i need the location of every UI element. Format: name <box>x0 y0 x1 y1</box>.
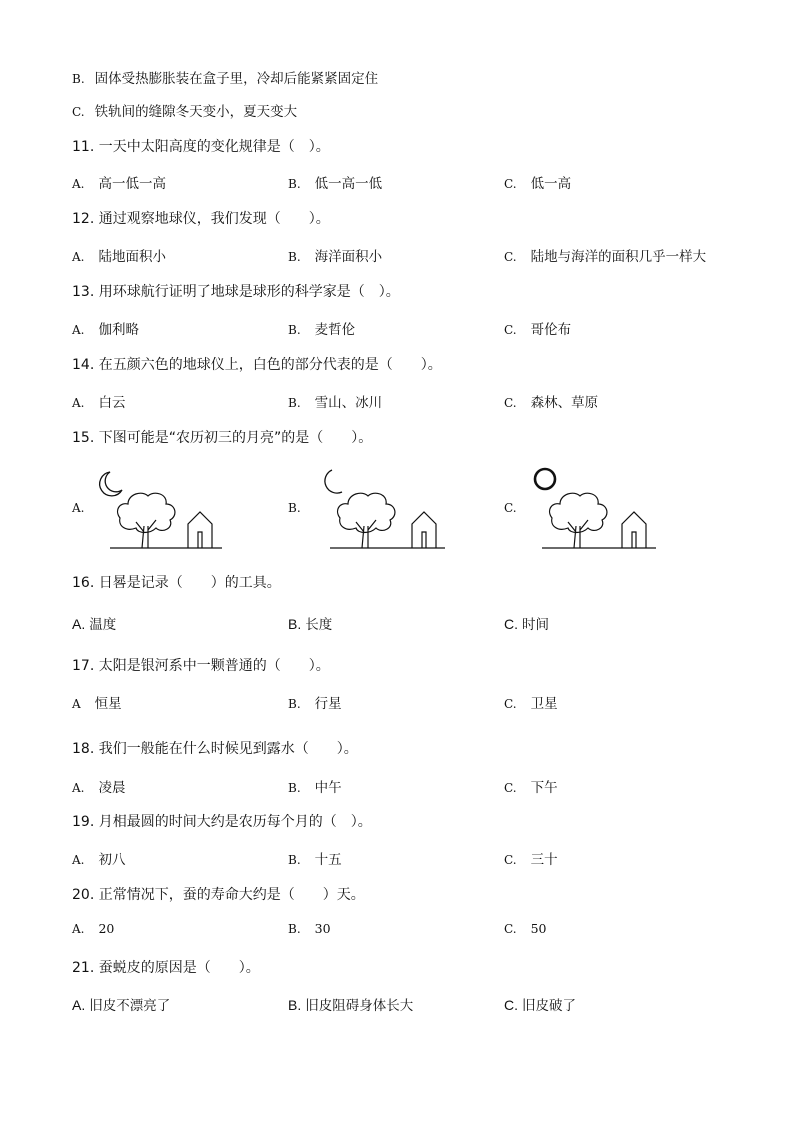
question-number: 17. <box>72 658 95 674</box>
option-c[interactable] <box>504 245 706 265</box>
question-12-options <box>72 245 752 265</box>
option-text: 初八 <box>98 852 126 868</box>
option-a[interactable] <box>72 776 125 796</box>
figure-a-scene <box>92 460 227 555</box>
option-b[interactable] <box>288 994 413 1014</box>
crescent-moon-icon <box>325 470 342 493</box>
figure-a-label[interactable]: A. <box>72 501 85 515</box>
option-text: 雪山、冰川 <box>314 395 383 411</box>
question-number: 21. <box>72 960 95 976</box>
option-b[interactable] <box>288 848 342 868</box>
option-a[interactable] <box>72 692 122 712</box>
option-c[interactable] <box>504 848 558 868</box>
question-text: 通过观察地球仪，我们发现（ ）。 <box>98 211 330 227</box>
option-c[interactable] <box>504 172 571 192</box>
question-text: 日晷是记录（ ）的工具。 <box>98 575 281 591</box>
question-15-stem <box>72 427 372 447</box>
option-text: 麦哲伦 <box>314 322 356 338</box>
option-letter: A. <box>72 997 86 1013</box>
option-letter: C. <box>504 922 517 936</box>
option-text: 海洋面积小 <box>314 249 383 265</box>
question-21-stem <box>72 957 260 977</box>
option-letter: B. <box>288 177 301 191</box>
question-11-stem <box>72 136 330 156</box>
option-b[interactable] <box>288 172 382 192</box>
question-text: 一天中太阳高度的变化规律是（ ）。 <box>98 139 330 155</box>
question-21-options <box>72 994 752 1014</box>
option-a[interactable] <box>72 172 166 192</box>
option-letter: B. <box>288 250 301 264</box>
option-letter: A. <box>72 616 86 632</box>
option-b[interactable] <box>288 391 382 411</box>
question-13-options <box>72 318 752 338</box>
option-text: 旧皮阻碍身体长大 <box>305 998 414 1014</box>
option-letter: C. <box>504 853 517 867</box>
question-number: 16. <box>72 575 95 591</box>
question-19-options <box>72 848 752 868</box>
question-text: 月相最圆的时间大约是农历每个月的（ ）。 <box>98 814 372 830</box>
option-letter: B. <box>288 922 301 936</box>
option-letter: A. <box>72 177 85 191</box>
question-text: 用环球航行证明了地球是球形的科学家是（ ）。 <box>98 284 400 300</box>
question-13-stem <box>72 281 400 301</box>
option-b[interactable] <box>288 613 332 633</box>
option-letter: C. <box>504 997 518 1013</box>
question-text: 正常情况下，蚕的寿命大约是（ ）天。 <box>98 887 365 903</box>
question-12-stem <box>72 208 330 228</box>
option-c[interactable] <box>504 776 558 796</box>
option-text: 50 <box>530 921 547 936</box>
option-letter: C. <box>504 323 517 337</box>
option-text: 三十 <box>530 852 558 868</box>
option-letter: C. <box>72 105 85 119</box>
question-18-options <box>72 776 752 796</box>
option-letter: A. <box>72 853 85 867</box>
question-19-stem <box>72 811 372 831</box>
option-c[interactable] <box>504 692 558 712</box>
option-letter: B. <box>288 697 301 711</box>
option-text: 卫星 <box>530 696 558 712</box>
option-text: 铁轨间的缝隙冬天变小，夏天变大 <box>94 104 298 120</box>
figure-c-label[interactable]: C. <box>504 501 517 515</box>
question-14-options <box>72 391 752 411</box>
question-20-stem <box>72 884 365 904</box>
option-text: 哥伦布 <box>530 322 572 338</box>
option-text: 陆地面积小 <box>98 249 166 265</box>
option-text: 伽利略 <box>98 322 139 338</box>
option-b[interactable] <box>288 245 382 265</box>
house-icon <box>188 512 212 548</box>
option-c[interactable] <box>504 318 571 338</box>
option-text: 凌晨 <box>98 780 126 796</box>
option-letter: A. <box>72 323 85 337</box>
question-14-stem <box>72 354 442 374</box>
option-letter: B. <box>288 396 301 410</box>
option-letter: A. <box>72 922 85 936</box>
option-text: 低一高一低 <box>314 176 383 192</box>
option-letter: A. <box>72 250 85 264</box>
option-letter: B. <box>288 616 302 632</box>
option-text: 恒星 <box>94 696 122 712</box>
option-letter: B. <box>288 853 301 867</box>
option-a[interactable] <box>72 318 139 338</box>
option-text: 行星 <box>314 696 342 712</box>
option-text: 低一高 <box>530 176 572 192</box>
tree-icon <box>118 493 175 548</box>
option-b[interactable] <box>288 921 331 937</box>
option-text: 20 <box>98 921 115 936</box>
figure-b-scene <box>312 460 447 555</box>
option-text: 温度 <box>89 617 117 633</box>
option-a[interactable] <box>72 613 116 633</box>
option-text: 旧皮不漂亮了 <box>89 998 171 1014</box>
question-number: 12. <box>72 211 95 227</box>
question-17-options <box>72 692 752 712</box>
question-text: 下图可能是“农历初三的月亮”的是（ ）。 <box>98 430 373 446</box>
option-c[interactable] <box>504 613 549 633</box>
option-letter: C. <box>504 697 517 711</box>
question-number: 11. <box>72 139 95 155</box>
full-moon-icon <box>535 469 555 489</box>
option-letter: C. <box>504 616 518 632</box>
option-a[interactable] <box>72 391 125 411</box>
prev-option-b <box>72 67 378 87</box>
option-c[interactable] <box>504 994 576 1014</box>
question-18-stem <box>72 738 358 758</box>
option-a[interactable] <box>72 921 114 937</box>
question-number: 14. <box>72 357 95 373</box>
option-letter: B. <box>288 323 301 337</box>
question-17-stem <box>72 655 330 675</box>
question-text: 在五颜六色的地球仪上，白色的部分代表的是（ ）。 <box>98 357 442 373</box>
house-icon <box>622 512 646 548</box>
option-text: 30 <box>314 921 331 936</box>
option-c[interactable] <box>504 391 598 411</box>
question-20-options <box>72 921 752 941</box>
option-text: 时间 <box>522 617 549 633</box>
prev-option-c <box>72 100 297 120</box>
question-number: 15. <box>72 430 95 446</box>
option-letter: B. <box>72 72 85 86</box>
option-text: 十五 <box>314 852 342 868</box>
option-a[interactable] <box>72 245 166 265</box>
question-number: 18. <box>72 741 95 757</box>
tree-icon <box>338 493 395 548</box>
figure-c-scene <box>524 460 659 555</box>
question-number: 20. <box>72 887 95 903</box>
question-11-options <box>72 172 752 192</box>
option-letter: A. <box>72 396 85 410</box>
question-number: 13. <box>72 284 95 300</box>
option-letter: C. <box>504 396 517 410</box>
option-text: 固体受热膨胀装在盒子里，冷却后能紧紧固定住 <box>94 71 379 87</box>
option-letter: C. <box>504 781 517 795</box>
question-text: 太阳是银河系中一颗普通的（ ）。 <box>98 658 330 674</box>
option-letter: B. <box>288 781 301 795</box>
option-letter: A. <box>72 781 85 795</box>
option-b[interactable] <box>288 776 342 796</box>
option-text: 森林、草原 <box>530 395 599 411</box>
tree-icon <box>550 493 607 548</box>
option-b[interactable] <box>288 318 355 338</box>
option-text: 陆地与海洋的面积几乎一样大 <box>530 249 707 265</box>
option-b[interactable] <box>288 692 342 712</box>
option-a[interactable] <box>72 848 125 868</box>
question-text: 我们一般能在什么时候见到露水（ ）。 <box>98 741 358 757</box>
option-a[interactable] <box>72 994 170 1014</box>
crescent-moon-icon <box>100 472 122 496</box>
house-icon <box>412 512 436 548</box>
figure-b-label[interactable]: B. <box>288 501 301 515</box>
option-text: 中午 <box>314 780 342 796</box>
option-letter: B. <box>288 997 302 1013</box>
question-16-options <box>72 613 752 633</box>
option-letter: C. <box>504 250 517 264</box>
option-c[interactable] <box>504 921 546 937</box>
question-16-stem <box>72 572 281 592</box>
option-letter: C. <box>504 177 517 191</box>
question-text: 蚕蜕皮的原因是（ ）。 <box>98 960 260 976</box>
option-text: 下午 <box>530 780 558 796</box>
option-text: 长度 <box>305 617 333 633</box>
option-text: 高一低一高 <box>98 176 166 192</box>
option-text: 旧皮破了 <box>522 998 576 1014</box>
option-text: 白云 <box>98 395 126 411</box>
question-number: 19. <box>72 814 95 830</box>
option-letter: A <box>72 697 81 711</box>
